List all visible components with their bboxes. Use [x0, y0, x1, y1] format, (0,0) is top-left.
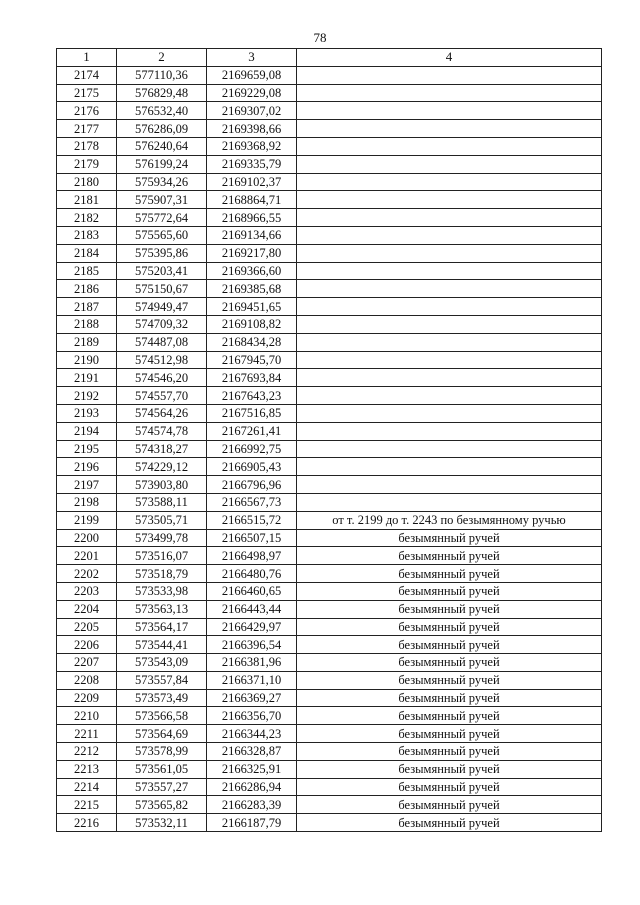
point-number-cell: 2185: [57, 262, 117, 280]
description-cell: безымянный ручей: [297, 707, 602, 725]
y-coordinate-cell: 2166328,87: [207, 743, 297, 761]
description-cell: [297, 173, 602, 191]
description-cell: безымянный ручей: [297, 743, 602, 761]
y-coordinate-cell: 2169134,66: [207, 226, 297, 244]
column-header: 2: [117, 49, 207, 67]
point-number-cell: 2178: [57, 137, 117, 155]
point-number-cell: 2181: [57, 191, 117, 209]
y-coordinate-cell: 2169451,65: [207, 298, 297, 316]
table-row: [57, 315, 602, 333]
point-number-cell: 2197: [57, 476, 117, 494]
description-cell: [297, 493, 602, 511]
point-number-cell: 2179: [57, 155, 117, 173]
description-cell: [297, 155, 602, 173]
x-coordinate-cell: 573557,84: [117, 671, 207, 689]
column-header: 4: [297, 49, 602, 67]
point-number-cell: 2177: [57, 120, 117, 138]
point-number-cell: 2208: [57, 671, 117, 689]
y-coordinate-cell: 2166396,54: [207, 636, 297, 654]
description-cell: [297, 351, 602, 369]
table-row: [57, 582, 602, 600]
description-cell: безымянный ручей: [297, 654, 602, 672]
point-number-cell: 2183: [57, 226, 117, 244]
table-row: [57, 511, 602, 529]
x-coordinate-cell: 573499,78: [117, 529, 207, 547]
x-coordinate-cell: 577110,36: [117, 66, 207, 84]
description-cell: [297, 102, 602, 120]
point-number-cell: 2214: [57, 778, 117, 796]
table-row: [57, 333, 602, 351]
x-coordinate-cell: 574557,70: [117, 387, 207, 405]
description-cell: [297, 298, 602, 316]
table-row: [57, 796, 602, 814]
table-row: [57, 707, 602, 725]
description-cell: [297, 209, 602, 227]
point-number-cell: 2213: [57, 760, 117, 778]
point-number-cell: 2201: [57, 547, 117, 565]
description-cell: [297, 280, 602, 298]
y-coordinate-cell: 2166325,91: [207, 760, 297, 778]
point-number-cell: 2193: [57, 404, 117, 422]
x-coordinate-cell: 575565,60: [117, 226, 207, 244]
x-coordinate-cell: 574564,26: [117, 404, 207, 422]
x-coordinate-cell: 573564,69: [117, 725, 207, 743]
point-number-cell: 2211: [57, 725, 117, 743]
x-coordinate-cell: 573564,17: [117, 618, 207, 636]
x-coordinate-cell: 576240,64: [117, 137, 207, 155]
description-cell: [297, 458, 602, 476]
description-cell: [297, 137, 602, 155]
x-coordinate-cell: 573566,58: [117, 707, 207, 725]
point-number-cell: 2186: [57, 280, 117, 298]
x-coordinate-cell: 573565,82: [117, 796, 207, 814]
x-coordinate-cell: 573588,11: [117, 493, 207, 511]
table-row: [57, 351, 602, 369]
table-row: [57, 671, 602, 689]
table-row: [57, 778, 602, 796]
x-coordinate-cell: 575907,31: [117, 191, 207, 209]
y-coordinate-cell: 2166369,27: [207, 689, 297, 707]
description-cell: [297, 404, 602, 422]
x-coordinate-cell: 575150,67: [117, 280, 207, 298]
table-row: [57, 743, 602, 761]
point-number-cell: 2192: [57, 387, 117, 405]
page-number: 78: [313, 30, 327, 45]
table-row: [57, 280, 602, 298]
description-cell: безымянный ручей: [297, 636, 602, 654]
y-coordinate-cell: 2169217,80: [207, 244, 297, 262]
description-cell: безымянный ручей: [297, 600, 602, 618]
y-coordinate-cell: 2166429,97: [207, 618, 297, 636]
table-row: [57, 814, 602, 832]
table-row: [57, 529, 602, 547]
table-row: [57, 689, 602, 707]
table-row: [57, 600, 602, 618]
y-coordinate-cell: 2166344,23: [207, 725, 297, 743]
x-coordinate-cell: 574512,98: [117, 351, 207, 369]
x-coordinate-cell: 575772,64: [117, 209, 207, 227]
x-coordinate-cell: 573573,49: [117, 689, 207, 707]
description-cell: [297, 84, 602, 102]
x-coordinate-cell: 575934,26: [117, 173, 207, 191]
x-coordinate-cell: 573532,11: [117, 814, 207, 832]
point-number-cell: 2180: [57, 173, 117, 191]
y-coordinate-cell: 2166381,96: [207, 654, 297, 672]
description-cell: [297, 244, 602, 262]
x-coordinate-cell: 573544,41: [117, 636, 207, 654]
point-number-cell: 2174: [57, 66, 117, 84]
table-row: [57, 760, 602, 778]
description-cell: безымянный ручей: [297, 565, 602, 583]
x-coordinate-cell: 573563,13: [117, 600, 207, 618]
point-number-cell: 2175: [57, 84, 117, 102]
point-number-cell: 2202: [57, 565, 117, 583]
description-cell: безымянный ручей: [297, 689, 602, 707]
x-coordinate-cell: 575395,86: [117, 244, 207, 262]
y-coordinate-cell: 2168434,28: [207, 333, 297, 351]
point-number-cell: 2176: [57, 102, 117, 120]
x-coordinate-cell: 573561,05: [117, 760, 207, 778]
x-coordinate-cell: 576532,40: [117, 102, 207, 120]
table-row: [57, 226, 602, 244]
description-cell: [297, 476, 602, 494]
description-cell: безымянный ручей: [297, 814, 602, 832]
y-coordinate-cell: 2169102,37: [207, 173, 297, 191]
description-cell: безымянный ручей: [297, 529, 602, 547]
y-coordinate-cell: 2169335,79: [207, 155, 297, 173]
x-coordinate-cell: 574318,27: [117, 440, 207, 458]
description-cell: безымянный ручей: [297, 778, 602, 796]
point-number-cell: 2189: [57, 333, 117, 351]
description-cell: безымянный ручей: [297, 725, 602, 743]
description-cell: безымянный ручей: [297, 760, 602, 778]
x-coordinate-cell: 573533,98: [117, 582, 207, 600]
y-coordinate-cell: 2169385,68: [207, 280, 297, 298]
table-row: [57, 387, 602, 405]
table-row: [57, 102, 602, 120]
table-row: [57, 725, 602, 743]
table-row: [57, 209, 602, 227]
y-coordinate-cell: 2166187,79: [207, 814, 297, 832]
y-coordinate-cell: 2169229,08: [207, 84, 297, 102]
description-cell: безымянный ручей: [297, 796, 602, 814]
point-number-cell: 2196: [57, 458, 117, 476]
x-coordinate-cell: 573518,79: [117, 565, 207, 583]
description-cell: безымянный ручей: [297, 618, 602, 636]
x-coordinate-cell: 576829,48: [117, 84, 207, 102]
point-number-cell: 2198: [57, 493, 117, 511]
point-number-cell: 2195: [57, 440, 117, 458]
point-number-cell: 2184: [57, 244, 117, 262]
point-number-cell: 2188: [57, 315, 117, 333]
y-coordinate-cell: 2167643,23: [207, 387, 297, 405]
y-coordinate-cell: 2166905,43: [207, 458, 297, 476]
table-body: [57, 66, 602, 831]
y-coordinate-cell: 2166460,65: [207, 582, 297, 600]
description-cell: [297, 315, 602, 333]
x-coordinate-cell: 574709,32: [117, 315, 207, 333]
y-coordinate-cell: 2166371,10: [207, 671, 297, 689]
table-row: [57, 565, 602, 583]
x-coordinate-cell: 574546,20: [117, 369, 207, 387]
point-number-cell: 2210: [57, 707, 117, 725]
table-row: [57, 476, 602, 494]
y-coordinate-cell: 2168966,55: [207, 209, 297, 227]
point-number-cell: 2190: [57, 351, 117, 369]
description-cell: безымянный ручей: [297, 582, 602, 600]
point-number-cell: 2194: [57, 422, 117, 440]
x-coordinate-cell: 573578,99: [117, 743, 207, 761]
point-number-cell: 2200: [57, 529, 117, 547]
x-coordinate-cell: 573505,71: [117, 511, 207, 529]
x-coordinate-cell: 574949,47: [117, 298, 207, 316]
table-row: [57, 191, 602, 209]
table-row: [57, 369, 602, 387]
table-row: [57, 262, 602, 280]
point-number-cell: 2191: [57, 369, 117, 387]
table-row: [57, 244, 602, 262]
table-row: [57, 137, 602, 155]
y-coordinate-cell: 2166480,76: [207, 565, 297, 583]
table-row: [57, 493, 602, 511]
y-coordinate-cell: 2169307,02: [207, 102, 297, 120]
y-coordinate-cell: 2166286,94: [207, 778, 297, 796]
y-coordinate-cell: 2167516,85: [207, 404, 297, 422]
x-coordinate-cell: 573903,80: [117, 476, 207, 494]
table-row: [57, 404, 602, 422]
description-cell: [297, 387, 602, 405]
point-number-cell: 2215: [57, 796, 117, 814]
x-coordinate-cell: 573557,27: [117, 778, 207, 796]
point-number-cell: 2203: [57, 582, 117, 600]
table-row: [57, 618, 602, 636]
y-coordinate-cell: 2166796,96: [207, 476, 297, 494]
y-coordinate-cell: 2166356,70: [207, 707, 297, 725]
y-coordinate-cell: 2167261,41: [207, 422, 297, 440]
y-coordinate-cell: 2169368,92: [207, 137, 297, 155]
y-coordinate-cell: 2169366,60: [207, 262, 297, 280]
y-coordinate-cell: 2166498,97: [207, 547, 297, 565]
point-number-cell: 2209: [57, 689, 117, 707]
description-cell: [297, 191, 602, 209]
table-row: [57, 66, 602, 84]
table-header-row: [57, 49, 602, 67]
point-number-cell: 2206: [57, 636, 117, 654]
y-coordinate-cell: 2167693,84: [207, 369, 297, 387]
y-coordinate-cell: 2169108,82: [207, 315, 297, 333]
table-row: [57, 84, 602, 102]
x-coordinate-cell: 575203,41: [117, 262, 207, 280]
y-coordinate-cell: 2166443,44: [207, 600, 297, 618]
y-coordinate-cell: 2166567,73: [207, 493, 297, 511]
table-row: [57, 654, 602, 672]
x-coordinate-cell: 574229,12: [117, 458, 207, 476]
y-coordinate-cell: 2166283,39: [207, 796, 297, 814]
x-coordinate-cell: 574487,08: [117, 333, 207, 351]
column-header: 1: [57, 49, 117, 67]
point-number-cell: 2199: [57, 511, 117, 529]
coordinates-table: [56, 48, 602, 832]
table-row: [57, 458, 602, 476]
y-coordinate-cell: 2168864,71: [207, 191, 297, 209]
y-coordinate-cell: 2166992,75: [207, 440, 297, 458]
description-cell: [297, 262, 602, 280]
x-coordinate-cell: 573516,07: [117, 547, 207, 565]
description-cell: безымянный ручей: [297, 671, 602, 689]
description-cell: [297, 120, 602, 138]
point-number-cell: 2204: [57, 600, 117, 618]
point-number-cell: 2212: [57, 743, 117, 761]
y-coordinate-cell: 2166515,72: [207, 511, 297, 529]
x-coordinate-cell: 576286,09: [117, 120, 207, 138]
description-cell: [297, 226, 602, 244]
y-coordinate-cell: 2169659,08: [207, 66, 297, 84]
x-coordinate-cell: 574574,78: [117, 422, 207, 440]
point-number-cell: 2182: [57, 209, 117, 227]
x-coordinate-cell: 576199,24: [117, 155, 207, 173]
description-cell: [297, 369, 602, 387]
table-row: [57, 173, 602, 191]
column-header: 3: [207, 49, 297, 67]
table-row: [57, 120, 602, 138]
table-row: [57, 440, 602, 458]
description-cell: [297, 333, 602, 351]
table-row: [57, 422, 602, 440]
table-row: [57, 298, 602, 316]
point-number-cell: 2205: [57, 618, 117, 636]
point-number-cell: 2216: [57, 814, 117, 832]
description-cell: [297, 66, 602, 84]
y-coordinate-cell: 2169398,66: [207, 120, 297, 138]
description-cell: безымянный ручей: [297, 547, 602, 565]
description-cell: [297, 422, 602, 440]
x-coordinate-cell: 573543,09: [117, 654, 207, 672]
table-row: [57, 636, 602, 654]
table-row: [57, 155, 602, 173]
description-cell: [297, 440, 602, 458]
table-row: [57, 547, 602, 565]
y-coordinate-cell: 2166507,15: [207, 529, 297, 547]
y-coordinate-cell: 2167945,70: [207, 351, 297, 369]
point-number-cell: 2187: [57, 298, 117, 316]
point-number-cell: 2207: [57, 654, 117, 672]
description-cell: от т. 2199 до т. 2243 по безымянному ручью: [297, 511, 602, 529]
